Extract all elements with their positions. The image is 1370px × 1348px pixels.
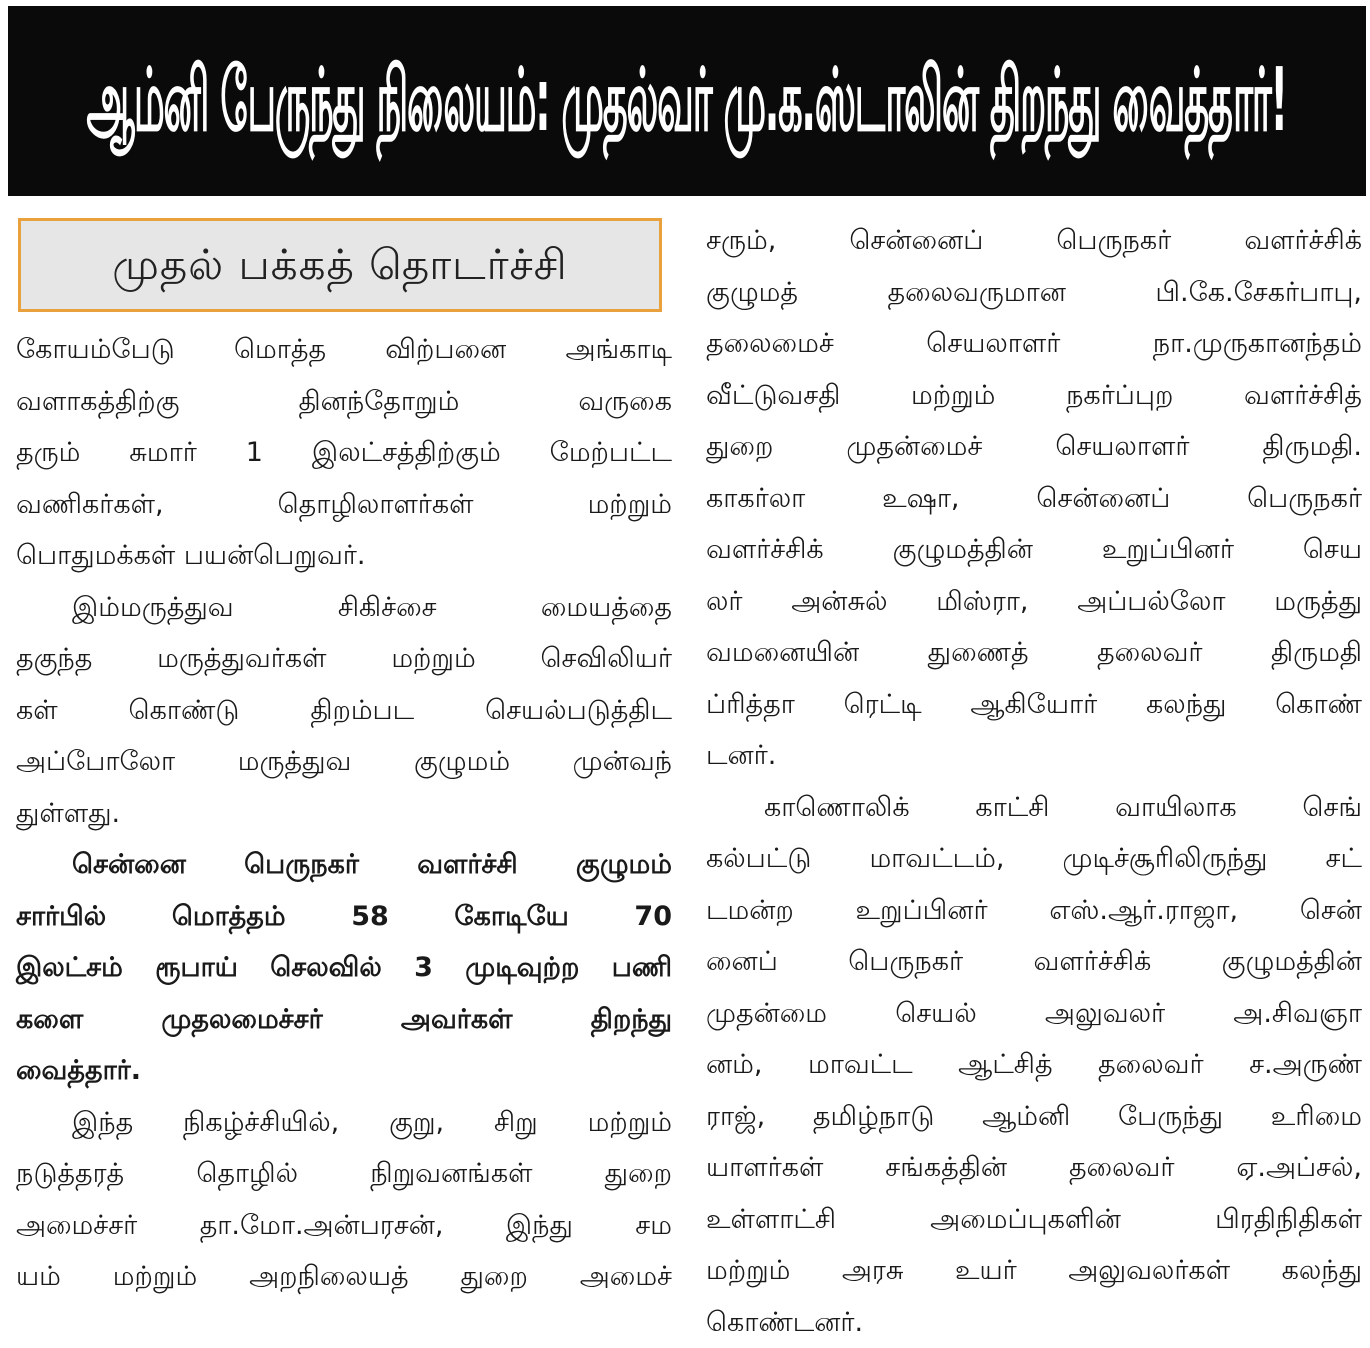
- headline-bar: [8, 6, 1366, 196]
- text-line: இலட்சம் ரூபாய் செலவில் 3 முடிவுற்ற பணி: [16, 942, 672, 994]
- text-line: ராஜ், தமிழ்நாடு ஆம்னி பேருந்து உரிமை: [706, 1091, 1362, 1143]
- text-line: இந்த நிகழ்ச்சியில், குறு, சிறு மற்றும்: [16, 1097, 672, 1149]
- text-line: ப்ரித்தா ரெட்டி ஆகியோர் கலந்து கொண்: [706, 679, 1362, 731]
- text-line: னம், மாவட்ட ஆட்சித் தலைவர் ச.அருண்: [706, 1039, 1362, 1091]
- left-column: [16, 218, 672, 1303]
- text-line: நடுத்தரத் தொழில் நிறுவனங்கள் துறை: [16, 1148, 672, 1200]
- text-line: கொண்டனர்.: [706, 1297, 1362, 1348]
- text-line: இம்மருத்துவ சிகிச்சை மையத்தை: [16, 582, 672, 634]
- paragraph: [16, 324, 672, 582]
- text-line: மற்றும் அரசு உயர் அலுவலர்கள் கலந்து: [706, 1245, 1362, 1297]
- text-line: அப்போலோ மருத்துவ குழுமம் முன்வந்: [16, 736, 672, 788]
- text-line: கள் கொண்டு திறம்பட செயல்படுத்திட: [16, 685, 672, 737]
- text-line: உள்ளாட்சி அமைப்புகளின் பிரதிநிதிகள்: [706, 1194, 1362, 1246]
- text-line: வமனையின் துணைத் தலைவர் திருமதி: [706, 627, 1362, 679]
- text-line: டமன்ற உறுப்பினர் எஸ்.ஆர்.ராஜா, சென்: [706, 885, 1362, 937]
- text-line: கல்பட்டு மாவட்டம், முடிச்சூரிலிருந்து சட்: [706, 833, 1362, 885]
- text-line: கோயம்பேடு மொத்த விற்பனை அங்காடி: [16, 324, 672, 376]
- text-line: முதன்மை செயல் அலுவலர் அ.சிவஞா: [706, 988, 1362, 1040]
- text-line: வணிகர்கள், தொழிலாளர்கள் மற்றும்: [16, 479, 672, 531]
- continuation-box: [18, 218, 662, 312]
- paragraph: [16, 1097, 672, 1303]
- text-line: குழுமத் தலைவருமான பி.கே.சேகர்பாபு,: [706, 267, 1362, 319]
- text-line: வீட்டுவசதி மற்றும் நகர்ப்புற வளர்ச்சித்: [706, 370, 1362, 422]
- text-line: தரும் சுமார் 1 இலட்சத்திற்கும் மேற்பட்ட: [16, 427, 672, 479]
- text-line: வளாகத்திற்கு தினந்தோறும் வருகை: [16, 376, 672, 428]
- text-line: சரும், சென்னைப் பெருநகர் வளர்ச்சிக்: [706, 215, 1362, 267]
- text-line: பொதுமக்கள் பயன்பெறுவர்.: [16, 530, 672, 582]
- text-line: துள்ளது.: [16, 788, 672, 840]
- right-column: [706, 215, 1362, 1348]
- text-line: களை முதலமைச்சர் அவர்கள் திறந்து: [16, 994, 672, 1046]
- text-line: துறை முதன்மைச் செயலாளர் திருமதி.: [706, 421, 1362, 473]
- paragraph: [706, 782, 1362, 1348]
- text-line: அமைச்சர் தா.மோ.அன்பரசன், இந்து சம: [16, 1200, 672, 1252]
- text-line: வளர்ச்சிக் குழுமத்தின் உறுப்பினர் செய: [706, 524, 1362, 576]
- text-line: யாளர்கள் சங்கத்தின் தலைவர் ஏ.அப்சல்,: [706, 1142, 1362, 1194]
- text-line: காணொலிக் காட்சி வாயிலாக செங்: [706, 782, 1362, 834]
- bold-paragraph: [16, 839, 672, 1097]
- text-line: சார்பில் மொத்தம் 58 கோடியே 70: [16, 891, 672, 943]
- text-line: யம் மற்றும் அறநிலையத் துறை அமைச்: [16, 1251, 672, 1303]
- text-line: சென்னை பெருநகர் வளர்ச்சி குழுமம்: [16, 839, 672, 891]
- text-line: டனர்.: [706, 730, 1362, 782]
- text-line: காகர்லா உஷா, சென்னைப் பெருநகர்: [706, 473, 1362, 525]
- text-line: னைப் பெருநகர் வளர்ச்சிக் குழுமத்தின்: [706, 936, 1362, 988]
- text-line: லர் அன்சுல் மிஸ்ரா, அப்பல்லோ மருத்து: [706, 576, 1362, 628]
- text-line: தலைமைச் செயலாளர் நா.முருகானந்தம்: [706, 318, 1362, 370]
- continuation-label: முதல் பக்கத் தொடர்ச்சி: [112, 239, 567, 291]
- text-line: வைத்தார்.: [16, 1045, 672, 1097]
- paragraph: [16, 582, 672, 840]
- text-line: தகுந்த மருத்துவர்கள் மற்றும் செவிலியர்: [16, 633, 672, 685]
- headline: ஆம்னி பேருந்து நிலையம்: முதல்வர் மு.க.ஸ்டாலின் திறந்து வைத்தார்!: [87, 58, 1287, 145]
- paragraph: [706, 215, 1362, 782]
